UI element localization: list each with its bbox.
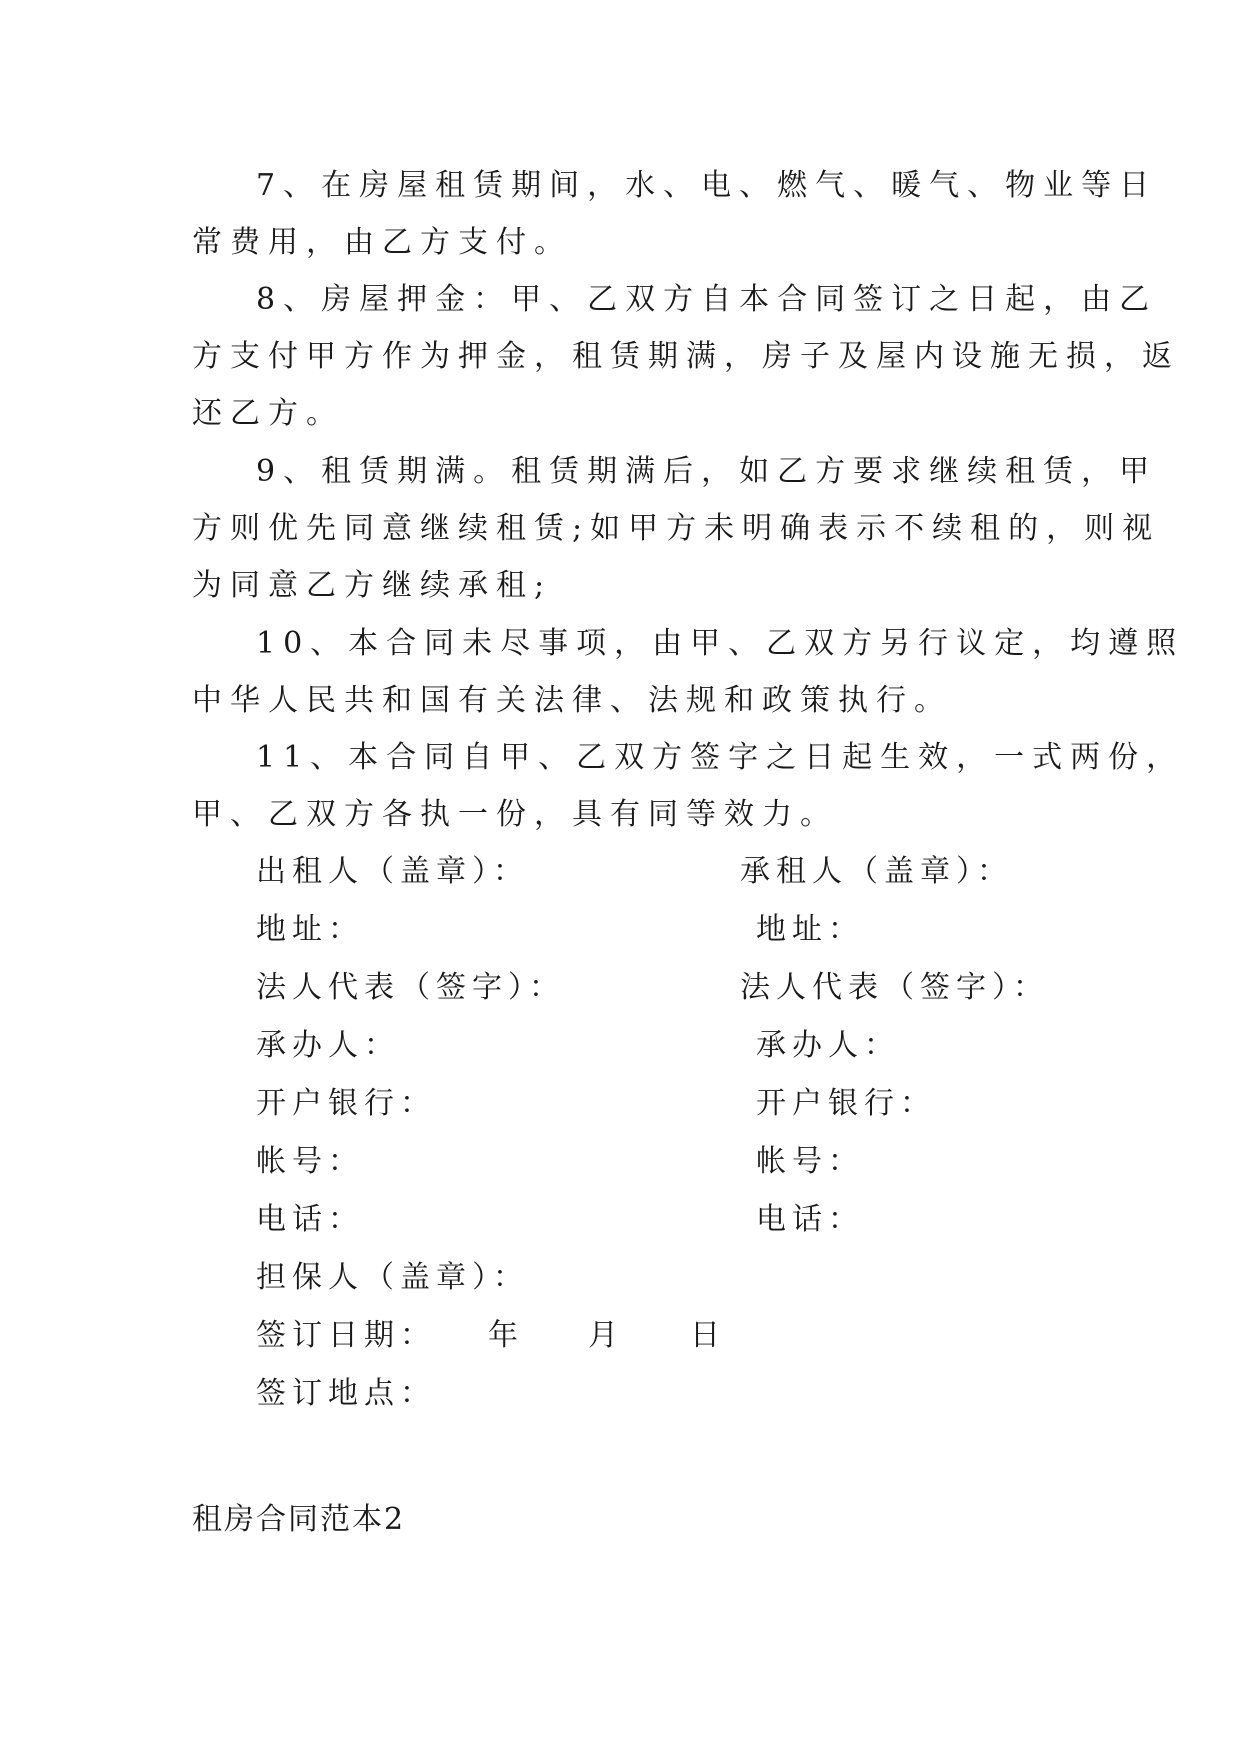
clause-11-line-1: 11、本合同自甲、乙双方签字之日起生效，一式两份， [256, 740, 1185, 775]
lessee-seal-label: 承租人（盖章）： [740, 854, 1013, 889]
clause-7-line-1: 7、在房屋租赁期间，水、电、燃气、暖气、物业等日 [256, 168, 1158, 203]
clause-11-line-2: 甲、乙双方各执一份，具有同等效力。 [192, 797, 838, 832]
clause-8-line-2: 方支付甲方作为押金，租赁期满，房子及屋内设施无损，返 [192, 339, 1180, 374]
lessor-phone-label: 电话： [256, 1202, 364, 1237]
clause-10-line-1: 10、本合同未尽事项，由甲、乙双方另行议定，均遵照 [256, 626, 1185, 661]
sign-date-label: 签订日期： [256, 1318, 436, 1353]
clause-8-line-1: 8、房屋押金：甲、乙双方自本合同签订之日起，由乙 [256, 282, 1158, 317]
lessee-account-label: 帐号： [756, 1144, 864, 1179]
lessor-address-label: 地址： [256, 912, 364, 947]
lessor-account-label: 帐号： [256, 1144, 364, 1179]
date-month-unit: 月 [588, 1318, 618, 1353]
lessee-bank-label: 开户银行： [756, 1086, 936, 1121]
clause-9-line-3: 为同意乙方继续承租; [192, 568, 553, 603]
sign-place-label: 签订地点： [256, 1376, 436, 1411]
lessee-legal-rep-label: 法人代表（签字）： [740, 970, 1049, 1005]
clause-9-line-1: 9、租赁期满。租赁期满后，如乙方要求继续租赁，甲 [256, 454, 1158, 489]
date-year-unit: 年 [488, 1318, 518, 1353]
clause-7-line-2: 常费用，由乙方支付。 [192, 225, 572, 260]
clause-8-line-3: 还乙方。 [192, 396, 344, 431]
clause-10-line-2: 中华人民共和国有关法律、法规和政策执行。 [192, 683, 952, 718]
lessor-seal-label: 出租人（盖章）： [256, 854, 529, 889]
lessee-handler-label: 承办人： [756, 1028, 900, 1063]
lessee-address-label: 地址： [756, 912, 864, 947]
lessee-phone-label: 电话： [756, 1202, 864, 1237]
lessor-legal-rep-label: 法人代表（签字）： [256, 970, 565, 1005]
date-day-unit: 日 [690, 1318, 720, 1353]
clause-9-line-2: 方则优先同意继续租赁;如甲方未明确表示不续租的，则视 [192, 511, 1161, 546]
lessor-bank-label: 开户银行： [256, 1086, 436, 1121]
lessor-handler-label: 承办人： [256, 1028, 400, 1063]
next-section-title: 租房合同范本2 [192, 1502, 406, 1537]
guarantor-seal-label: 担保人（盖章）： [256, 1260, 529, 1295]
